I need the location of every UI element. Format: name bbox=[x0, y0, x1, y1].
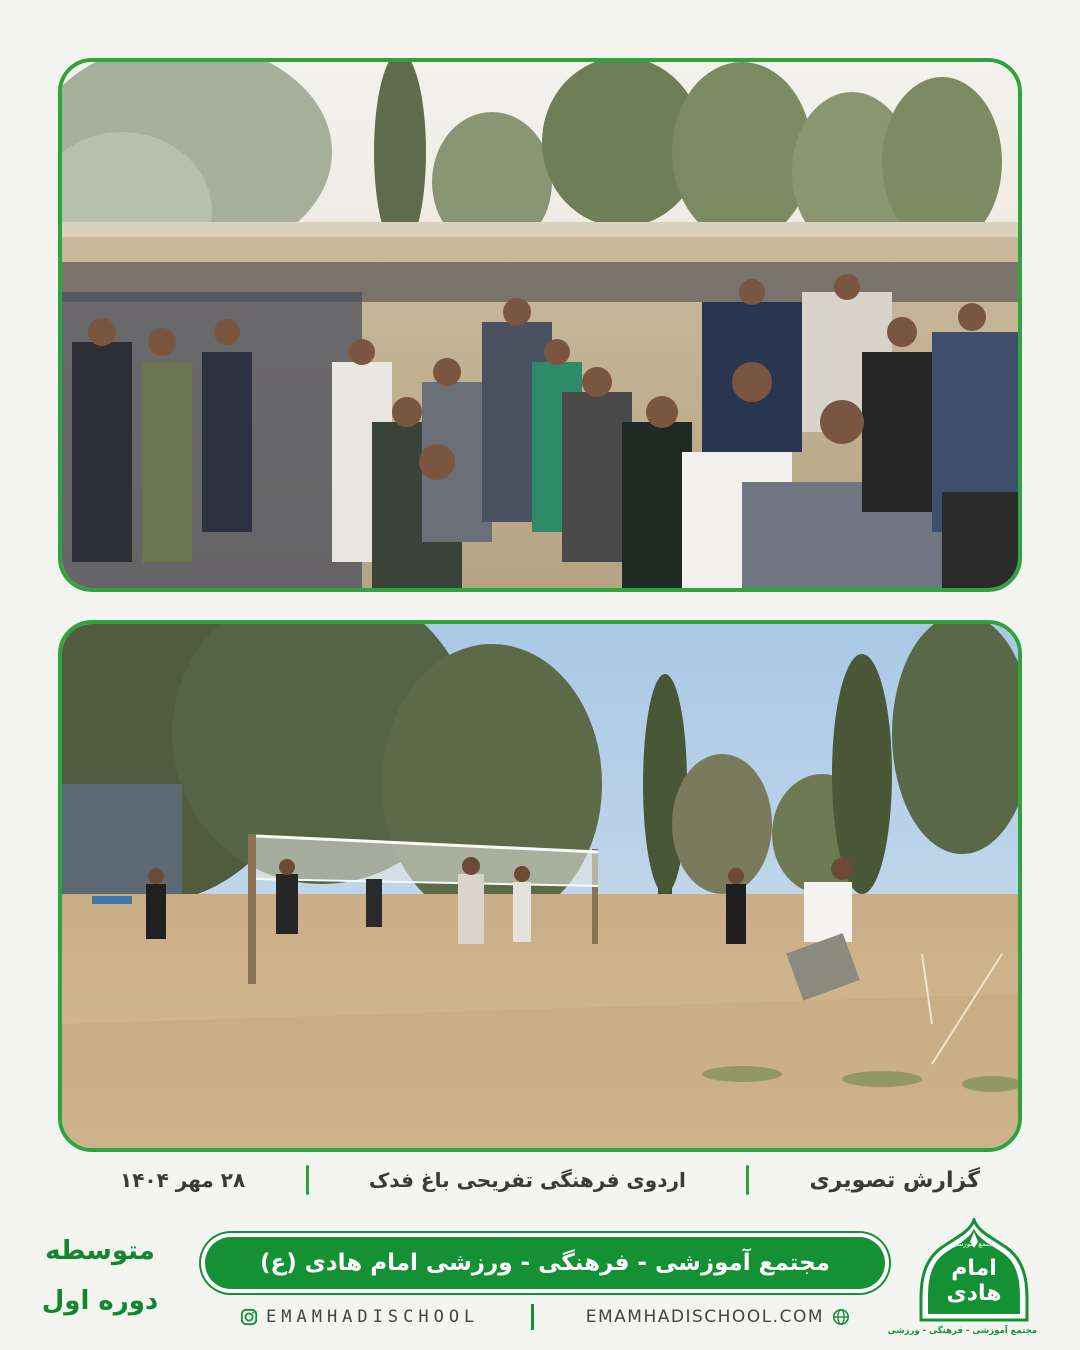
report-label: گزارش تصویری bbox=[809, 1167, 980, 1193]
website-item[interactable] bbox=[586, 1307, 850, 1327]
level-line-2: دوره اول bbox=[41, 1286, 159, 1316]
instagram-item[interactable] bbox=[240, 1307, 479, 1327]
top-photo-frame bbox=[58, 58, 1022, 592]
instagram-icon bbox=[240, 1308, 258, 1326]
logo-name: امام هادی bbox=[946, 1256, 1002, 1306]
caption-row bbox=[120, 1160, 980, 1200]
volleyball-court-photo bbox=[62, 624, 1018, 1148]
instagram-handle: EMAMHADISCHOOL bbox=[266, 1307, 480, 1327]
camp-lineup-photo bbox=[62, 62, 1018, 588]
event-date: ۲۸ مهر ۱۴۰۴ bbox=[120, 1168, 246, 1192]
school-logo bbox=[887, 1218, 1037, 1344]
social-row bbox=[240, 1303, 850, 1331]
globe-icon bbox=[832, 1308, 850, 1326]
website-url: EMAMHADISCHOOL.COM bbox=[585, 1307, 824, 1327]
caption-divider bbox=[306, 1165, 309, 1195]
event-title: اردوی فرهنگی تفریحی باغ فدک bbox=[368, 1168, 686, 1192]
logo-top-text: مجتمع آموزشی bbox=[951, 1240, 997, 1248]
level-line-1: متوسطه bbox=[45, 1236, 155, 1266]
logo-subtitle: مجتمع آموزشی - فرهنگی - ورزشی bbox=[887, 1326, 1037, 1336]
caption-divider bbox=[746, 1165, 749, 1195]
social-divider bbox=[531, 1304, 534, 1330]
school-name-banner bbox=[205, 1237, 885, 1289]
bottom-photo-frame bbox=[58, 620, 1022, 1152]
school-name: مجتمع آموزشی - فرهنگی - ورزشی امام هادی (ع) bbox=[260, 1250, 830, 1276]
